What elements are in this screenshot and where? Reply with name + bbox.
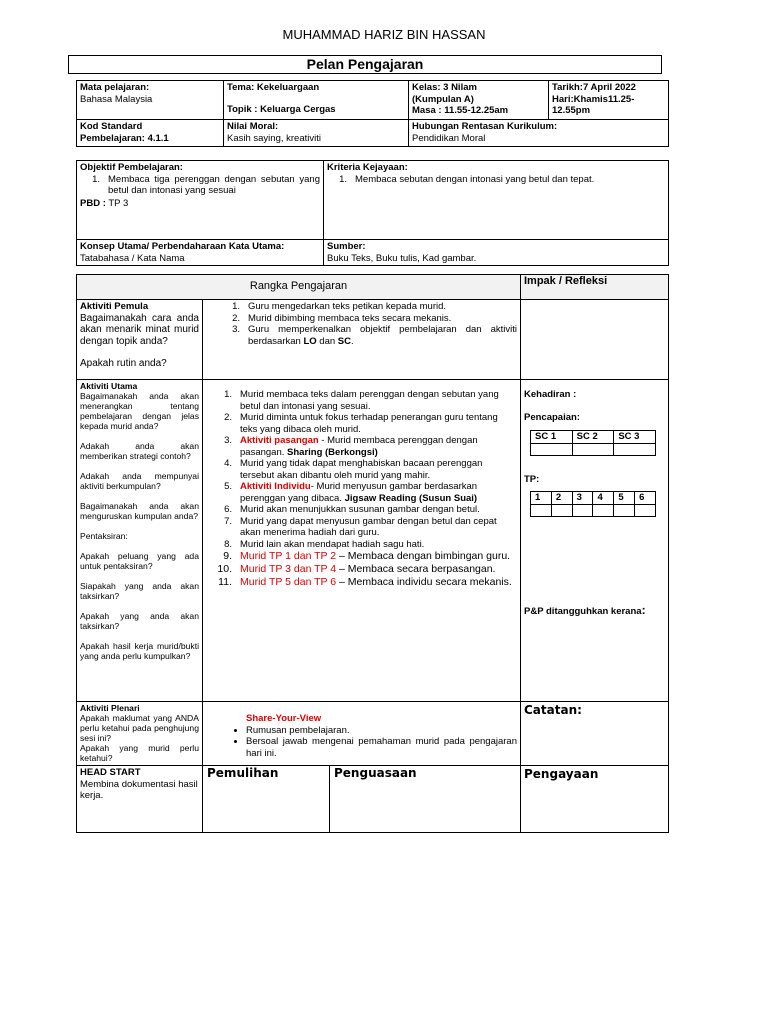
pp-ditangguhkan: P&P ditangguhkan kerana: (524, 603, 646, 617)
sc-2: SC 2 (572, 431, 614, 444)
plenari-label: Aktiviti Plenari (80, 703, 140, 713)
konsep-value: Tatabahasa / Kata Nama (80, 252, 185, 264)
pemula-question-1: Bagaimanakah cara anda akan menarik minat murid dengan topik anda? (80, 312, 199, 347)
tp-5: 5 (614, 492, 635, 505)
utama-question: Bagaimanakah anda akan menguruskan kumpulan anda? (80, 501, 199, 521)
tp-cell[interactable] (593, 504, 614, 516)
utama-steps: 1. Murid membaca teks dalam perenggan dengan sebutan yang betul dan intonasi yang sesuai. 2. Murid diminta untuk fokus terhadap penerangan guru tentang teks yang dibaca oleh murid. 3. Aktiviti pasangan - Murid membaca perenggan dengan pasangan. Sharing (Berkongsi) 4. Murid yang tidak dapat menghabiskan bacaan perenggan tersebut akan dibantu oleh murid yang mahir. 5. Aktiviti Individu- Murid menyusun gambar berdasarkan perenggan yang dibaca. Jigsaw Reading (Susun Suai) 6. Murid akan menunjukkan susunan gambar dengan betul. 7. Murid yang dapat menyusun gambar dengan betul dan cepat akan menerima hadiah dari guru. 8. Murid lain akan mendapat hadiah sagu hati. 9. Murid TP 1 dan TP 2 – Membaca dengan bimbingan guru. 10. Murid TP 3 dan TP 4 – Membaca secara berpasangan. 11. Murid TP 5 dan TP 6 – Membaca individu secara mekanis. (206, 389, 517, 589)
tp-cell[interactable] (551, 504, 572, 516)
kod-label: Kod Standard (80, 121, 143, 132)
tp-table (530, 491, 656, 517)
tp-cell[interactable] (635, 504, 656, 516)
hubungan-value: Pendidikan Moral (412, 132, 486, 144)
topik: Topik : Keluarga Cergas (227, 103, 336, 115)
utama-step: Murid yang tidak dapat menghabiskan bacaan perenggan tersebut akan dibantu oleh murid yang mahir. (240, 458, 483, 481)
pemula-label: Aktiviti Pemula (80, 301, 149, 312)
tarikh: Tarikh:7 April 2022 (552, 82, 636, 93)
pbd-value: TP 3 (108, 197, 129, 209)
utama-step: Murid TP 1 dan TP 2 – Membaca dengan bimbingan guru. (240, 550, 511, 562)
utama-step: Murid akan menunjukkan susunan gambar dengan betul. (240, 504, 480, 515)
utama-step: Murid TP 5 dan TP 6 – Membaca individu secara mekanis. (240, 576, 512, 588)
utama-question: Adakah anda mempunyai aktiviti berkumpulan? (80, 471, 199, 491)
tp-3: 3 (572, 492, 593, 505)
plenari-question-1: Apakah maklumat yang ANDA perlu ketahui pada penghujung sesi ini? (80, 713, 199, 743)
pemulihan-label: Pemulihan (203, 766, 330, 832)
nilai-value: Kasih saying, kreativiti (227, 132, 321, 144)
pemula-step: Murid dibimbing membaca teks secara mekanis. (248, 312, 452, 324)
sc-table (530, 430, 656, 456)
kod-value: Pembelajaran: 4.1.1 (80, 132, 169, 144)
utama-question: Bagaimanakah anda akan menerangkan tentang pembelajaran dengan jelas kepada murid anda? (80, 391, 199, 431)
utama-question: Apakah yang anda akan taksirkan? (80, 611, 199, 631)
mata-label: Mata pelajaran: (80, 82, 150, 93)
sc-cell[interactable] (531, 443, 573, 455)
tp-cell[interactable] (572, 504, 593, 516)
headstart-label: HEAD START (80, 767, 141, 778)
tp-1: 1 (531, 492, 552, 505)
sc-1: SC 1 (531, 431, 573, 444)
pemula-question-2: Apakah rutin anda? (80, 358, 167, 369)
tema-label: Tema: Kekeluargaan (227, 82, 320, 93)
utama-step: Murid lain akan mendapat hadiah sagu hati. (240, 538, 425, 550)
tp-cell[interactable] (531, 504, 552, 516)
utama-question: Apakah peluang yang ada untuk pentaksiran? (80, 551, 199, 571)
penguasaan-label: Penguasaan (334, 766, 417, 780)
tp-cell[interactable] (614, 504, 635, 516)
utama-question: Adakah anda akan memberikan strategi contoh? (80, 441, 199, 461)
utama-step: Aktiviti pasangan - Murid membaca perenggan dengan pasangan. Sharing (Berkongsi) (240, 435, 478, 458)
kumpulan: (Kumpulan A) (412, 93, 474, 105)
header-table (76, 80, 669, 147)
pemula-step: Guru memperkenalkan objektif pembelajaran dan aktiviti berdasarkan LO dan SC. (248, 324, 517, 347)
pengayaan-label: Pengayaan (521, 766, 669, 833)
plenari-question-2: Apakah yang murid perlu ketahui? (80, 743, 199, 763)
sc-cell[interactable] (614, 443, 656, 455)
utama-question: Siapakah yang anda akan taksirkan? (80, 581, 199, 601)
konsep-label: Konsep Utama/ Perbendaharaan Kata Utama: (80, 241, 285, 252)
plenari-bullet: • Bersoal jawab mengenai pemahaman murid pada pengajaran hari ini. (246, 736, 517, 759)
masa: Masa : 11.55-12.25am (412, 105, 509, 116)
utama-label: Aktiviti Utama (80, 381, 138, 391)
author-name: MUHAMMAD HARIZ BIN HASSAN (282, 27, 486, 42)
tp-label: TP: (524, 473, 540, 485)
utama-question: Pentaksiran: (80, 531, 128, 541)
hari: Hari:Khamis11.25- (552, 93, 635, 105)
catatan-label: Catatan: (521, 702, 669, 766)
kriteria-item: Membaca sebutan dengan intonasi yang betul dan tepat. (355, 173, 595, 185)
pemula-steps: 1. Guru mengedarkan teks petikan kepada murid. 2. Murid dibimbing membaca teks secara mekanis. 3. Guru memperkenalkan objektif pembelajaran dan aktiviti berdasarkan LO dan SC. (232, 301, 517, 347)
sc-cell[interactable] (572, 443, 614, 455)
pemula-step: Guru mengedarkan teks petikan kepada murid. (248, 301, 447, 312)
kriteria-list: 1. Membaca sebutan dengan intonasi yang betul dan tepat. (339, 173, 595, 185)
objektif-list: 1. Membaca tiga perenggan dengan sebutan yang betul dan intonasi yang sesuai (92, 173, 320, 196)
tp-4: 4 (593, 492, 614, 505)
nilai-label: Nilai Moral: (227, 121, 279, 132)
utama-step: Murid diminta untuk fokus terhadap penerangan guru tentang teks yang dibaca oleh murid. (240, 412, 498, 435)
kriteria-label: Kriteria Kejayaan: (327, 162, 408, 173)
sumber-value: Buku Teks, Buku tulis, Kad gambar. (327, 252, 477, 264)
utama-question: Apakah hasil kerja murid/bukti yang anda perlu kumpulkan? (80, 641, 199, 661)
impak-heading: Impak / Refleksi (521, 275, 669, 300)
share-your-view-title: Share-Your-View (246, 713, 322, 724)
objektif-item: Membaca tiga perenggan dengan sebutan yang betul dan intonasi yang sesuai (108, 173, 320, 196)
hubungan-label: Hubungan Rentasan Kurikulum: (412, 121, 558, 132)
utama-step: Murid TP 3 dan TP 4 – Membaca secara berpasangan. (240, 563, 496, 575)
utama-step: Aktiviti Individu- Murid menyusun gambar berdasarkan perenggan yang dibaca. Jigsaw Reading (Susun Suai) (240, 481, 478, 504)
kehadiran-label: Kehadiran : (524, 389, 577, 400)
mata-value: Bahasa Malaysia (80, 93, 153, 105)
headstart-value: Membina dokumentasi hasil kerja. (80, 778, 198, 801)
sc-3: SC 3 (614, 431, 656, 444)
plenari-bullets (206, 725, 517, 760)
rangka-table (76, 274, 669, 833)
sumber-label: Sumber: (327, 241, 366, 252)
objektif-table (76, 160, 669, 266)
tp-2: 2 (551, 492, 572, 505)
plenari-bullet: • Rumusan pembelajaran. (246, 725, 517, 737)
doc-title: Pelan Pengajaran (68, 55, 662, 74)
tp-6: 6 (635, 492, 656, 505)
pencapaian-label: Pencapaian: (524, 411, 580, 423)
kelas: Kelas: 3 Nilam (412, 82, 477, 93)
utama-step: Murid membaca teks dalam perenggan dengan sebutan yang betul dan intonasi yang sesuai. (240, 389, 499, 412)
rangka-heading: Rangka Pengajaran (77, 275, 521, 300)
pbd-label: PBD : (80, 197, 106, 209)
hari-time: 12.55pm (552, 105, 591, 116)
objektif-label: Objektif Pembelajaran: (80, 162, 183, 173)
utama-step: Murid yang dapat menyusun gambar dengan betul dan cepat akan menerima hadiah dari guru. (240, 515, 497, 538)
